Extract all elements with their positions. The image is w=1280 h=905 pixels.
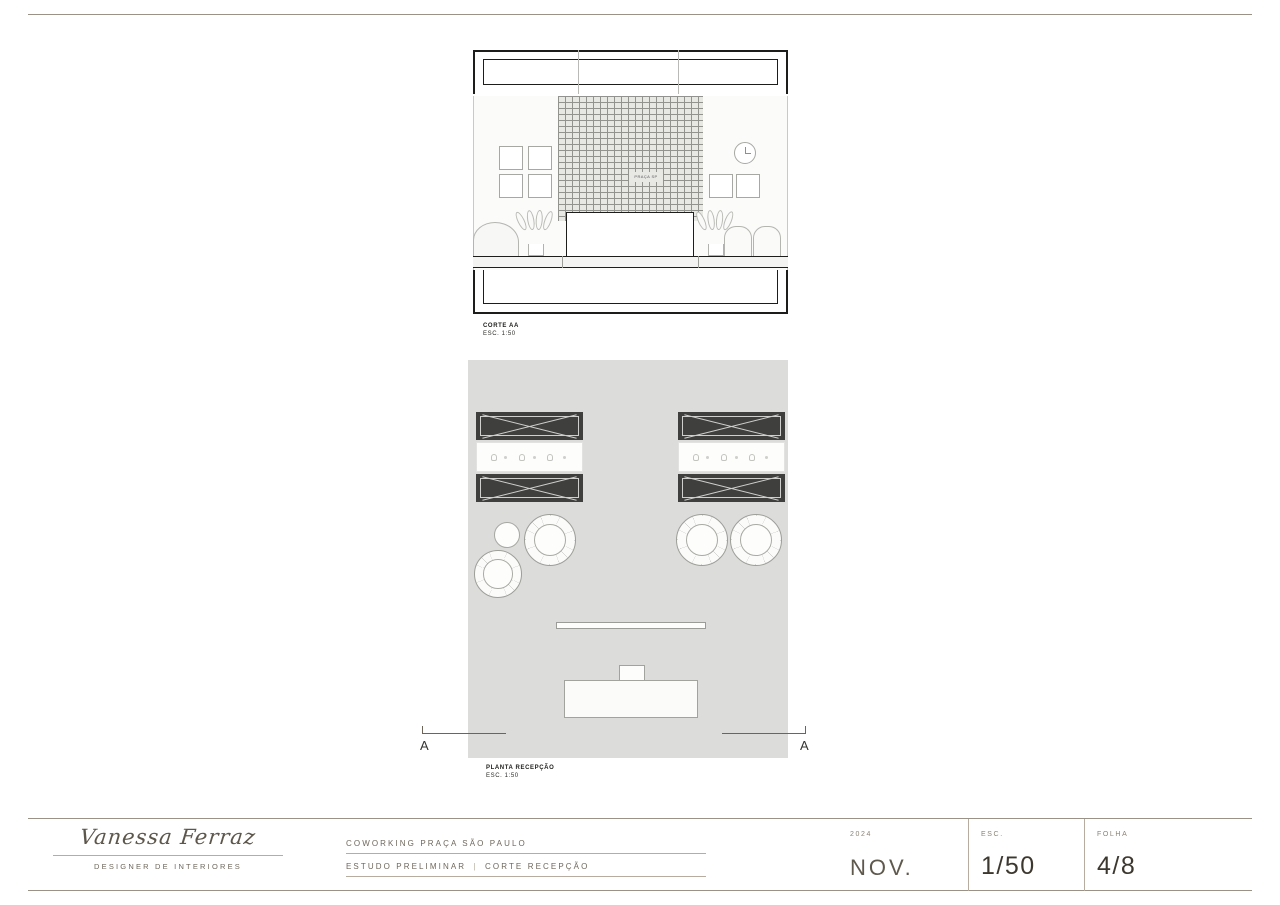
sheet-number-cell bbox=[1084, 819, 1204, 891]
signature-rule bbox=[53, 855, 283, 856]
date-cell bbox=[838, 819, 968, 891]
designer-signature-block bbox=[38, 825, 298, 871]
scale-cell bbox=[968, 819, 1084, 891]
section-wall-frame bbox=[736, 174, 760, 198]
section-caption bbox=[483, 322, 519, 338]
section-cut-tick-right bbox=[805, 726, 806, 734]
section-floor-slab bbox=[473, 256, 788, 268]
section-brick-wall bbox=[558, 96, 703, 221]
designer-role: DESIGNER DE INTERIORES bbox=[94, 862, 242, 871]
sheet-label: FOLHA bbox=[1097, 831, 1129, 838]
plan-reception-desk bbox=[564, 680, 698, 718]
date-value: NOV. bbox=[850, 855, 914, 880]
plan-caption-title: PLANTA RECEPÇÃO bbox=[486, 765, 555, 771]
section-cut-label-left: A bbox=[420, 738, 430, 753]
section-cut-tick-left bbox=[422, 726, 423, 734]
plan-round-seating bbox=[474, 550, 522, 598]
plan-reception-desk-return bbox=[619, 665, 645, 681]
plan-side-table bbox=[494, 522, 520, 548]
drawing-phase-and-name bbox=[346, 862, 706, 877]
titleblock bbox=[28, 819, 1252, 891]
plan-module-table bbox=[678, 442, 785, 472]
plan-module-storage bbox=[476, 474, 583, 502]
plan-bench bbox=[556, 622, 706, 629]
section-armchair bbox=[753, 226, 781, 256]
section-plant-pot bbox=[528, 244, 544, 256]
project-info-block bbox=[346, 839, 706, 877]
section-ceiling-tick bbox=[578, 50, 579, 94]
plan-round-seating bbox=[524, 514, 576, 566]
section-sofa bbox=[473, 222, 519, 256]
plan-module-table bbox=[476, 442, 583, 472]
section-cut-line-left bbox=[422, 733, 506, 734]
plan-drawing-planta-recepcao bbox=[468, 360, 788, 758]
section-wall-logo: PRAÇA SP bbox=[629, 172, 663, 182]
plan-round-seating bbox=[730, 514, 782, 566]
section-wall-frame bbox=[499, 146, 523, 170]
section-floor-tick bbox=[698, 256, 699, 268]
project-name: COWORKING PRAÇA SÃO PAULO bbox=[346, 839, 706, 854]
sheet-value: 4/8 bbox=[1097, 852, 1137, 880]
clock-icon bbox=[734, 142, 756, 164]
section-plant bbox=[516, 212, 556, 256]
section-ceiling-inner-profile bbox=[483, 59, 778, 85]
plan-module-storage bbox=[476, 412, 583, 440]
plan-module-storage bbox=[678, 474, 785, 502]
plan-caption bbox=[486, 764, 554, 780]
section-wall-frame bbox=[528, 174, 552, 198]
scale-label: ESC. bbox=[981, 831, 1004, 838]
section-armchair bbox=[724, 226, 752, 256]
scale-value: 1/50 bbox=[981, 852, 1036, 880]
section-wall-frame bbox=[499, 174, 523, 198]
project-phase: ESTUDO PRELIMINAR bbox=[346, 862, 467, 871]
section-floor-tick bbox=[562, 256, 563, 268]
section-cut-label-right: A bbox=[800, 738, 810, 753]
sheet-frame-top-rule bbox=[28, 14, 1252, 15]
section-caption-scale: ESC. 1:50 bbox=[483, 331, 516, 337]
section-wall-frame bbox=[709, 174, 733, 198]
section-drawing-corte-aa bbox=[466, 50, 788, 337]
section-reception-counter bbox=[566, 212, 694, 257]
section-caption-title: CORTE AA bbox=[483, 323, 519, 329]
plan-workstation-module bbox=[678, 412, 785, 502]
plan-round-seating bbox=[676, 514, 728, 566]
phase-separator: | bbox=[473, 862, 478, 871]
drawing-name: CORTE RECEPÇÃO bbox=[485, 862, 590, 871]
section-plant-pot bbox=[708, 244, 724, 256]
date-label: 2024 bbox=[850, 831, 872, 838]
plan-caption-scale: ESC. 1:50 bbox=[486, 773, 519, 779]
section-ceiling-tick bbox=[678, 50, 679, 94]
plan-module-storage bbox=[678, 412, 785, 440]
section-wall-frame bbox=[528, 146, 552, 170]
signature: Vanessa Ferraz bbox=[78, 825, 258, 849]
section-cut-line-right bbox=[722, 733, 806, 734]
plan-workstation-module bbox=[476, 412, 583, 502]
section-base-inner-profile bbox=[483, 270, 778, 304]
